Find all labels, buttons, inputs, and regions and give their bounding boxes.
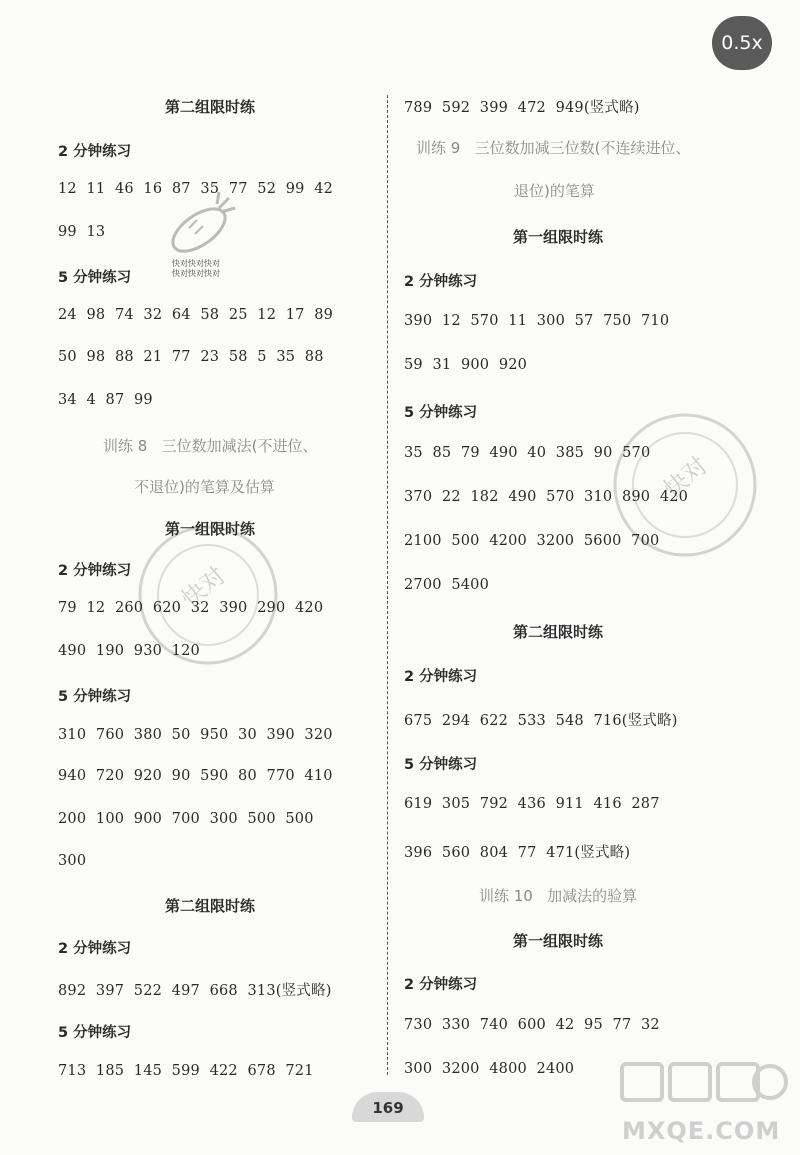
answer-line: 940 720 920 90 590 80 770 410	[58, 768, 333, 784]
group-title: 第一组限时练	[513, 932, 604, 950]
group-title: 第二组限时练	[165, 897, 256, 915]
answer-line: 675 294 622 533 548 716(竖式略)	[404, 713, 678, 729]
watermark-corner-text: MXQE.COM	[622, 1117, 781, 1145]
answer-line: 2100 500 4200 3200 5600 700	[404, 533, 660, 549]
answer-line: 300	[58, 853, 87, 869]
section-label: 5 分钟练习	[58, 270, 132, 286]
section-label: 2 分钟练习	[58, 563, 132, 579]
training-title: 训练 10 加减法的验算	[479, 887, 638, 905]
answer-line: 99 13	[58, 224, 106, 240]
answer-line: 300 3200 4800 2400	[404, 1061, 575, 1077]
answer-line: 24 98 74 32 64 58 25 12 17 89	[58, 307, 334, 323]
section-label: 2 分钟练习	[58, 941, 132, 957]
watermark-stamp-text: 快对	[658, 451, 713, 504]
answer-line: 892 397 522 497 668 313(竖式略)	[58, 983, 332, 999]
training-title: 不退位)的笔算及估算	[134, 478, 275, 496]
answer-line: 59 31 900 920	[404, 357, 528, 373]
watermark-small-text: 快对快对快对	[172, 259, 220, 268]
section-label: 2 分钟练习	[404, 977, 478, 993]
answer-line: 200 100 900 700 300 500 500	[58, 811, 314, 827]
section-label: 5 分钟练习	[58, 689, 132, 705]
answer-line: 789 592 399 472 949(竖式略)	[404, 100, 640, 116]
watermark-logo-icon	[620, 1060, 790, 1120]
section-label: 2 分钟练习	[58, 144, 132, 160]
answer-line: 12 11 46 16 87 35 77 52 99 42	[58, 181, 334, 197]
answer-line: 619 305 792 436 911 416 287	[404, 796, 660, 812]
watermark-stamp-text: 快对	[176, 561, 231, 614]
page-number: 169	[372, 1099, 404, 1117]
answer-line: 713 185 145 599 422 678 721	[58, 1063, 314, 1079]
answer-line: 79 12 260 620 32 390 290 420	[58, 600, 324, 616]
answer-line: 50 98 88 21 77 23 58 5 35 88	[58, 349, 324, 365]
answer-line: 2700 5400	[404, 577, 490, 593]
answer-line: 310 760 380 50 950 30 390 320	[58, 727, 333, 743]
training-title: 训练 8 三位数加减法(不进位、	[103, 437, 318, 455]
answer-line: 370 22 182 490 570 310 890 420	[404, 489, 689, 505]
group-title: 第二组限时练	[513, 623, 604, 641]
group-title: 第二组限时练	[165, 98, 256, 116]
group-title: 第一组限时练	[513, 228, 604, 246]
training-title: 训练 9 三位数加减三位数(不连续进位、	[416, 139, 691, 157]
group-title: 第一组限时练	[165, 520, 256, 538]
section-label: 2 分钟练习	[404, 274, 478, 290]
section-label: 5 分钟练习	[58, 1025, 132, 1041]
section-label: 5 分钟练习	[404, 757, 478, 773]
column-divider	[387, 95, 388, 1075]
answer-line: 396 560 804 77 471(竖式略)	[404, 845, 631, 861]
watermark-small-text: 快对快对快对	[172, 269, 220, 278]
section-label: 2 分钟练习	[404, 669, 478, 685]
answer-line: 490 190 930 120	[58, 643, 200, 659]
answer-line: 730 330 740 600 42 95 77 32	[404, 1017, 660, 1033]
zoom-level-badge[interactable]: 0.5x	[712, 16, 772, 70]
answer-line: 390 12 570 11 300 57 750 710	[404, 313, 670, 329]
answer-line: 34 4 87 99	[58, 392, 153, 408]
carrot-icon	[163, 190, 243, 260]
answer-line: 35 85 79 490 40 385 90 570	[404, 445, 651, 461]
training-title: 退位)的笔算	[514, 182, 595, 200]
section-label: 5 分钟练习	[404, 405, 478, 421]
